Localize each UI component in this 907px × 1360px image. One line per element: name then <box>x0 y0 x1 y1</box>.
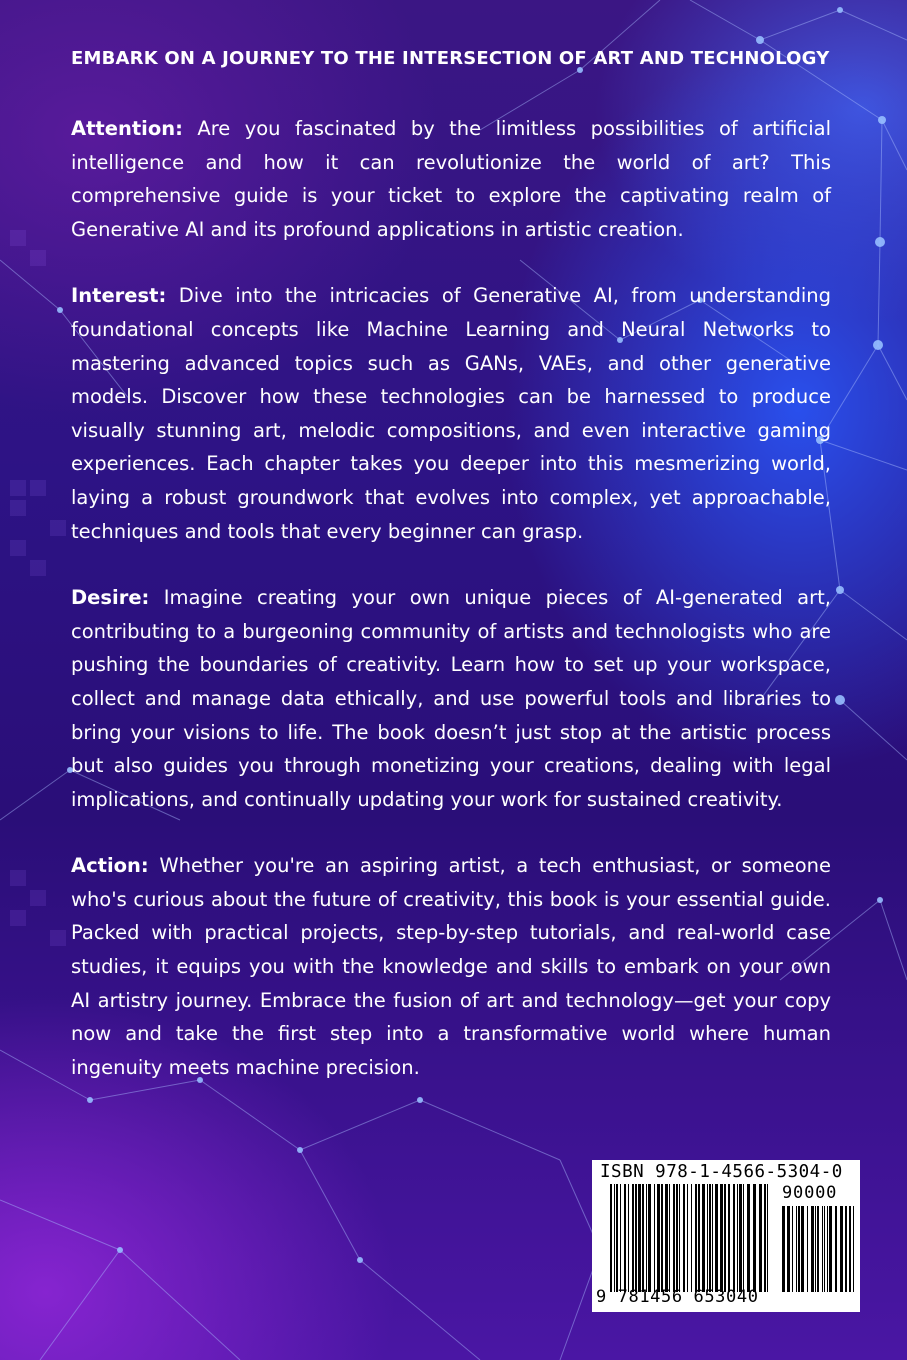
barcode-bar <box>614 1184 615 1292</box>
barcode-bar <box>759 1184 762 1292</box>
barcode-bar <box>679 1184 680 1292</box>
blurb <box>71 44 831 1117</box>
barcode-bar <box>835 1206 837 1292</box>
headline: EMBARK ON A JOURNEY TO THE INTERSECTION OF ART AND TECHNOLOGY <box>71 48 830 69</box>
barcode-bar <box>657 1184 660 1292</box>
barcode-bar <box>691 1184 692 1292</box>
ean-bars <box>610 1184 770 1292</box>
isbn-label: ISBN 978-1-4566-5304-0 <box>600 1162 843 1182</box>
barcode-bar <box>654 1184 655 1292</box>
paragraph-lead: Interest: <box>71 284 167 308</box>
barcode-bar <box>739 1184 742 1292</box>
barcode-bar <box>811 1206 814 1292</box>
barcode-bar <box>840 1206 843 1292</box>
barcode-bar <box>801 1206 804 1292</box>
barcode-bar <box>683 1184 685 1292</box>
barcode-bar <box>676 1184 678 1292</box>
ean-digits: 9 781456 653040 <box>596 1287 759 1307</box>
barcode-bar <box>824 1206 825 1292</box>
action-paragraph <box>71 849 831 1084</box>
barcode-bar <box>728 1184 730 1292</box>
paragraph-lead: Attention: <box>71 117 183 140</box>
barcode-bar <box>753 1184 756 1292</box>
interest-paragraph <box>71 279 831 548</box>
paragraph-lead: Action: <box>71 854 149 878</box>
barcode-bar <box>822 1206 823 1292</box>
barcode-bar <box>707 1184 708 1292</box>
barcode-bar <box>827 1206 828 1292</box>
paragraph-text: Imagine creating your own unique pieces of AI-generated art, contributing to a burgeoning community of artists and technologists who are pushing the boundaries of creativity. Learn how to set up your workspace, collect and manage data ethically, and use powerful tools and libraries to bring your visions to life. The book doesn’t just stop at the artistic process but also guides you through monetizing your creations, dealing with legal implications, and continually updating your work for sustained creativity. <box>71 586 831 811</box>
barcode-bar <box>807 1206 808 1292</box>
isbn-barcode <box>592 1160 860 1312</box>
barcode-bar <box>695 1184 697 1292</box>
barcode-bar <box>620 1184 621 1292</box>
barcode-bar <box>642 1184 644 1292</box>
barcode-bar <box>709 1184 711 1292</box>
addon-bars <box>782 1206 854 1292</box>
barcode-bar <box>853 1206 854 1292</box>
barcode-bar <box>646 1184 647 1292</box>
attention-paragraph <box>71 112 831 246</box>
barcode-bar <box>712 1184 713 1292</box>
barcode-bar <box>624 1184 626 1292</box>
barcode-bar <box>767 1184 768 1292</box>
barcode-bar <box>638 1184 641 1292</box>
barcode-bar <box>782 1206 785 1292</box>
barcode-bar <box>792 1206 793 1292</box>
barcode-bar <box>635 1184 637 1292</box>
barcode-bar <box>610 1184 612 1292</box>
barcode-bar <box>673 1184 675 1292</box>
barcode-bar <box>715 1184 718 1292</box>
barcode-bar <box>845 1206 847 1292</box>
paragraph-text: Are you fascinated by the limitless possibilities of artificial intelligence and how it can revolutionize the world of art? This comprehensive guide is your ticket to explore the captivating realm of Generative AI and its profound applications in artistic creation. <box>71 117 831 241</box>
barcode-bar <box>724 1184 726 1292</box>
barcode-bar <box>661 1184 663 1292</box>
barcode-bar <box>720 1184 723 1292</box>
barcode-bar <box>798 1206 800 1292</box>
paragraph-lead: Desire: <box>71 586 150 610</box>
barcode-bar <box>737 1184 738 1292</box>
barcode-bar <box>787 1206 790 1292</box>
barcode-bar <box>849 1206 851 1292</box>
barcode-bar <box>817 1206 819 1292</box>
barcode-bar <box>815 1206 816 1292</box>
barcode-bar <box>829 1206 832 1292</box>
barcode-bar <box>687 1184 688 1292</box>
barcode-bar <box>743 1184 744 1292</box>
barcode-bar <box>669 1184 670 1292</box>
price-code: 90000 <box>782 1183 838 1203</box>
desire-paragraph <box>71 581 831 816</box>
barcode-bar <box>698 1184 700 1292</box>
barcode-bar <box>796 1206 797 1292</box>
barcode-bar <box>764 1184 766 1292</box>
paragraph-text: Dive into the intricacies of Generative AI, from understanding foundational concepts like Machine Learning and Neural Networks to mastering advanced topics such as GANs, VAEs, and other generative models. Discover how these technologies can be harnessed to produce visually stunning art, melodic compositions, and even interactive gaming experiences. Each chapter takes you deeper into this mesmerizing world, laying a robust groundwork that evolves into complex, yet approachable, techniques and tools that every beginner can grasp. <box>71 284 831 543</box>
barcode-bar <box>702 1184 705 1292</box>
paragraph-text: Whether you're an aspiring artist, a tech enthusiast, or someone who's curious about the future of creativity, this book is your essential guide. Packed with practical projects, step-by-step tutorials, and real-world case studies, it equips you with the knowledge and skills to embark on your own AI artistry journey. Embrace the fusion of art and technology—get your copy now and take the first step into a transformative world where human ingenuity meets machine precision. <box>71 854 831 1079</box>
barcode-bar <box>747 1184 750 1292</box>
barcode-bar <box>665 1184 668 1292</box>
barcode-bar <box>632 1184 634 1292</box>
barcode-bar <box>616 1184 618 1292</box>
barcode-bar <box>733 1184 735 1292</box>
barcode-bar <box>628 1184 629 1292</box>
barcode-bar <box>648 1184 651 1292</box>
